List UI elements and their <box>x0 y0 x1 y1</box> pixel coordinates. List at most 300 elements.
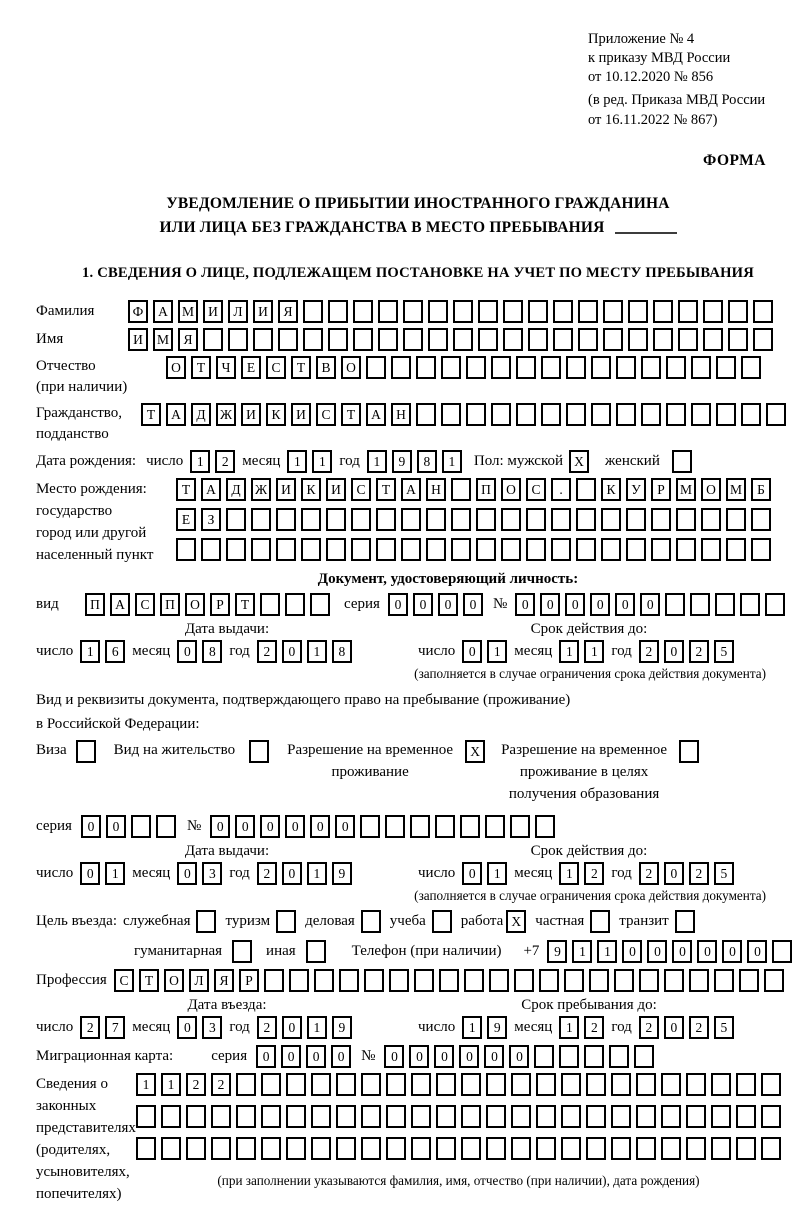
char-box[interactable] <box>461 1073 481 1096</box>
char-box[interactable]: 2 <box>639 1016 659 1039</box>
char-box[interactable] <box>416 403 436 426</box>
char-box[interactable]: 1 <box>161 1073 181 1096</box>
char-box[interactable] <box>741 356 761 379</box>
char-box[interactable] <box>715 593 735 616</box>
char-box[interactable]: 0 <box>590 593 610 616</box>
char-box[interactable] <box>601 508 621 531</box>
char-box[interactable] <box>403 328 423 351</box>
char-box[interactable] <box>441 356 461 379</box>
char-box[interactable] <box>226 508 246 531</box>
char-box[interactable]: 1 <box>462 1016 482 1039</box>
char-box[interactable]: . <box>551 478 571 501</box>
char-box[interactable] <box>751 538 771 561</box>
char-box[interactable]: 0 <box>282 1016 302 1039</box>
char-box[interactable] <box>478 300 498 323</box>
char-box[interactable]: У <box>626 478 646 501</box>
char-box[interactable] <box>535 815 555 838</box>
char-box[interactable] <box>351 538 371 561</box>
char-box[interactable] <box>753 300 773 323</box>
char-box[interactable]: 8 <box>332 640 352 663</box>
char-box[interactable] <box>451 538 471 561</box>
char-box[interactable]: 9 <box>332 862 352 885</box>
char-box[interactable] <box>303 328 323 351</box>
char-box[interactable]: Т <box>235 593 255 616</box>
char-box[interactable]: П <box>85 593 105 616</box>
char-box[interactable]: 1 <box>442 450 462 473</box>
char-box[interactable]: 0 <box>664 640 684 663</box>
char-box[interactable]: 1 <box>105 862 125 885</box>
char-box[interactable] <box>376 508 396 531</box>
char-box[interactable]: X <box>569 450 589 473</box>
char-box[interactable]: 1 <box>287 450 307 473</box>
char-box[interactable]: Т <box>141 403 161 426</box>
char-box[interactable]: 0 <box>640 593 660 616</box>
char-box[interactable] <box>553 300 573 323</box>
char-box[interactable] <box>236 1073 256 1096</box>
char-box[interactable]: 0 <box>331 1045 351 1068</box>
char-box[interactable]: 0 <box>256 1045 276 1068</box>
char-box[interactable] <box>510 815 530 838</box>
char-box[interactable] <box>511 1073 531 1096</box>
char-box[interactable] <box>566 403 586 426</box>
char-box[interactable] <box>261 1073 281 1096</box>
char-box[interactable] <box>385 815 405 838</box>
char-box[interactable] <box>516 356 536 379</box>
char-box[interactable]: 9 <box>332 1016 352 1039</box>
char-box[interactable]: 0 <box>285 815 305 838</box>
char-box[interactable]: К <box>301 478 321 501</box>
char-box[interactable]: 0 <box>672 940 692 963</box>
char-box[interactable]: Л <box>189 969 209 992</box>
char-box[interactable] <box>464 969 484 992</box>
char-box[interactable]: Ч <box>216 356 236 379</box>
char-box[interactable]: 9 <box>392 450 412 473</box>
char-box[interactable] <box>628 328 648 351</box>
char-box[interactable] <box>401 508 421 531</box>
char-box[interactable]: 0 <box>462 640 482 663</box>
char-box[interactable] <box>611 1137 631 1160</box>
char-box[interactable] <box>661 1073 681 1096</box>
char-box[interactable] <box>726 508 746 531</box>
char-box[interactable] <box>576 538 596 561</box>
char-box[interactable]: 0 <box>615 593 635 616</box>
char-box[interactable] <box>436 1137 456 1160</box>
char-box[interactable] <box>486 1137 506 1160</box>
char-box[interactable]: 0 <box>335 815 355 838</box>
char-box[interactable] <box>353 300 373 323</box>
char-box[interactable] <box>611 1073 631 1096</box>
char-box[interactable]: 3 <box>202 862 222 885</box>
char-box[interactable]: Р <box>210 593 230 616</box>
char-box[interactable] <box>764 969 784 992</box>
char-box[interactable] <box>426 508 446 531</box>
char-box[interactable]: Т <box>291 356 311 379</box>
char-box[interactable] <box>314 969 334 992</box>
char-box[interactable] <box>186 1105 206 1128</box>
char-box[interactable] <box>564 969 584 992</box>
char-box[interactable] <box>236 1137 256 1160</box>
char-box[interactable] <box>401 538 421 561</box>
char-box[interactable] <box>326 538 346 561</box>
char-box[interactable] <box>676 538 696 561</box>
char-box[interactable] <box>361 1073 381 1096</box>
char-box[interactable] <box>328 328 348 351</box>
char-box[interactable]: К <box>266 403 286 426</box>
char-box[interactable]: 2 <box>80 1016 100 1039</box>
char-box[interactable]: 1 <box>307 640 327 663</box>
char-box[interactable] <box>303 300 323 323</box>
char-box[interactable] <box>526 508 546 531</box>
char-box[interactable] <box>741 403 761 426</box>
char-box[interactable] <box>689 969 709 992</box>
char-box[interactable] <box>326 508 346 531</box>
char-box[interactable]: А <box>201 478 221 501</box>
char-box[interactable]: 1 <box>136 1073 156 1096</box>
char-box[interactable] <box>161 1137 181 1160</box>
char-box[interactable] <box>264 969 284 992</box>
char-box[interactable] <box>451 478 471 501</box>
char-box[interactable] <box>276 538 296 561</box>
char-box[interactable] <box>186 1137 206 1160</box>
char-box[interactable] <box>253 328 273 351</box>
char-box[interactable] <box>603 328 623 351</box>
char-box[interactable]: 0 <box>177 640 197 663</box>
char-box[interactable] <box>136 1105 156 1128</box>
char-box[interactable]: О <box>701 478 721 501</box>
char-box[interactable] <box>636 1137 656 1160</box>
char-box[interactable] <box>403 300 423 323</box>
char-box[interactable]: Ф <box>128 300 148 323</box>
char-box[interactable] <box>428 300 448 323</box>
char-box[interactable]: В <box>316 356 336 379</box>
char-box[interactable]: 0 <box>515 593 535 616</box>
char-box[interactable] <box>751 508 771 531</box>
char-box[interactable]: 2 <box>584 1016 604 1039</box>
char-box[interactable] <box>131 815 151 838</box>
char-box[interactable]: 1 <box>307 862 327 885</box>
char-box[interactable] <box>161 1105 181 1128</box>
char-box[interactable]: 2 <box>584 862 604 885</box>
char-box[interactable]: И <box>253 300 273 323</box>
char-box[interactable] <box>364 969 384 992</box>
char-box[interactable]: 2 <box>689 640 709 663</box>
char-box[interactable]: X <box>506 910 526 933</box>
char-box[interactable]: 2 <box>639 640 659 663</box>
char-box[interactable]: 0 <box>462 862 482 885</box>
char-box[interactable] <box>435 815 455 838</box>
char-box[interactable] <box>376 538 396 561</box>
char-box[interactable] <box>301 508 321 531</box>
char-box[interactable] <box>536 1105 556 1128</box>
char-box[interactable]: 1 <box>190 450 210 473</box>
char-box[interactable]: 5 <box>714 862 734 885</box>
char-box[interactable] <box>461 1137 481 1160</box>
char-box[interactable] <box>626 538 646 561</box>
char-box[interactable]: А <box>366 403 386 426</box>
char-box[interactable] <box>436 1073 456 1096</box>
char-box[interactable] <box>196 910 216 933</box>
char-box[interactable] <box>489 969 509 992</box>
char-box[interactable]: 8 <box>417 450 437 473</box>
char-box[interactable] <box>701 508 721 531</box>
char-box[interactable]: 0 <box>647 940 667 963</box>
char-box[interactable]: 1 <box>584 640 604 663</box>
char-box[interactable]: Я <box>214 969 234 992</box>
char-box[interactable] <box>311 1105 331 1128</box>
char-box[interactable] <box>651 538 671 561</box>
char-box[interactable] <box>503 300 523 323</box>
char-box[interactable] <box>561 1105 581 1128</box>
char-box[interactable] <box>578 328 598 351</box>
char-box[interactable] <box>466 356 486 379</box>
char-box[interactable]: 0 <box>282 862 302 885</box>
char-box[interactable]: 0 <box>210 815 230 838</box>
char-box[interactable]: И <box>128 328 148 351</box>
char-box[interactable] <box>426 538 446 561</box>
char-box[interactable] <box>616 403 636 426</box>
char-box[interactable] <box>451 508 471 531</box>
char-box[interactable]: 2 <box>215 450 235 473</box>
char-box[interactable]: 1 <box>572 940 592 963</box>
char-box[interactable] <box>536 1073 556 1096</box>
char-box[interactable] <box>236 1105 256 1128</box>
char-box[interactable] <box>711 1137 731 1160</box>
char-box[interactable] <box>286 1137 306 1160</box>
char-box[interactable]: 2 <box>257 640 277 663</box>
char-box[interactable]: А <box>166 403 186 426</box>
char-box[interactable] <box>410 815 430 838</box>
char-box[interactable] <box>739 969 759 992</box>
char-box[interactable] <box>561 1073 581 1096</box>
char-box[interactable] <box>672 450 692 473</box>
char-box[interactable] <box>584 1045 604 1068</box>
char-box[interactable]: Д <box>191 403 211 426</box>
char-box[interactable] <box>586 1105 606 1128</box>
char-box[interactable] <box>453 300 473 323</box>
char-box[interactable]: 0 <box>306 1045 326 1068</box>
char-box[interactable] <box>386 1073 406 1096</box>
char-box[interactable] <box>666 403 686 426</box>
char-box[interactable] <box>651 508 671 531</box>
char-box[interactable]: 1 <box>80 640 100 663</box>
char-box[interactable] <box>226 538 246 561</box>
char-box[interactable] <box>634 1045 654 1068</box>
char-box[interactable]: 0 <box>565 593 585 616</box>
char-box[interactable] <box>301 538 321 561</box>
char-box[interactable] <box>576 508 596 531</box>
char-box[interactable]: П <box>160 593 180 616</box>
char-box[interactable] <box>486 1105 506 1128</box>
char-box[interactable]: 0 <box>388 593 408 616</box>
char-box[interactable] <box>476 508 496 531</box>
char-box[interactable]: И <box>241 403 261 426</box>
char-box[interactable] <box>516 403 536 426</box>
char-box[interactable]: Р <box>239 969 259 992</box>
char-box[interactable] <box>361 910 381 933</box>
char-box[interactable] <box>203 328 223 351</box>
char-box[interactable]: 1 <box>559 640 579 663</box>
char-box[interactable] <box>664 969 684 992</box>
char-box[interactable] <box>386 1105 406 1128</box>
char-box[interactable]: Т <box>341 403 361 426</box>
char-box[interactable]: 1 <box>307 1016 327 1039</box>
char-box[interactable]: Ж <box>251 478 271 501</box>
char-box[interactable] <box>576 478 596 501</box>
char-box[interactable] <box>366 356 386 379</box>
char-box[interactable] <box>589 969 609 992</box>
char-box[interactable]: Д <box>226 478 246 501</box>
char-box[interactable] <box>176 538 196 561</box>
char-box[interactable] <box>485 815 505 838</box>
char-box[interactable] <box>534 1045 554 1068</box>
char-box[interactable]: С <box>266 356 286 379</box>
char-box[interactable] <box>641 356 661 379</box>
char-box[interactable]: 1 <box>559 862 579 885</box>
char-box[interactable] <box>636 1105 656 1128</box>
char-box[interactable] <box>716 403 736 426</box>
char-box[interactable]: М <box>153 328 173 351</box>
char-box[interactable]: 1 <box>312 450 332 473</box>
char-box[interactable] <box>753 328 773 351</box>
char-box[interactable] <box>232 940 252 963</box>
char-box[interactable] <box>686 1073 706 1096</box>
char-box[interactable]: З <box>201 508 221 531</box>
char-box[interactable]: 5 <box>714 1016 734 1039</box>
char-box[interactable]: И <box>276 478 296 501</box>
char-box[interactable] <box>336 1073 356 1096</box>
char-box[interactable]: 0 <box>434 1045 454 1068</box>
char-box[interactable]: С <box>135 593 155 616</box>
char-box[interactable]: 0 <box>459 1045 479 1068</box>
char-box[interactable]: 0 <box>484 1045 504 1068</box>
char-box[interactable] <box>661 1105 681 1128</box>
char-box[interactable]: И <box>326 478 346 501</box>
char-box[interactable] <box>641 403 661 426</box>
char-box[interactable]: 0 <box>260 815 280 838</box>
char-box[interactable]: 0 <box>747 940 767 963</box>
char-box[interactable]: 0 <box>622 940 642 963</box>
char-box[interactable]: 0 <box>722 940 742 963</box>
char-box[interactable]: О <box>341 356 361 379</box>
char-box[interactable] <box>411 1137 431 1160</box>
char-box[interactable] <box>276 910 296 933</box>
char-box[interactable] <box>703 300 723 323</box>
char-box[interactable]: 8 <box>202 640 222 663</box>
char-box[interactable] <box>486 1073 506 1096</box>
char-box[interactable]: X <box>465 740 485 763</box>
char-box[interactable]: 0 <box>177 862 197 885</box>
char-box[interactable] <box>251 508 271 531</box>
char-box[interactable] <box>578 300 598 323</box>
char-box[interactable] <box>553 328 573 351</box>
char-box[interactable] <box>261 1105 281 1128</box>
char-box[interactable] <box>328 300 348 323</box>
char-box[interactable]: 0 <box>540 593 560 616</box>
char-box[interactable] <box>432 910 452 933</box>
char-box[interactable] <box>286 1073 306 1096</box>
char-box[interactable] <box>391 356 411 379</box>
char-box[interactable]: 0 <box>281 1045 301 1068</box>
char-box[interactable] <box>339 969 359 992</box>
char-box[interactable]: О <box>501 478 521 501</box>
char-box[interactable]: 7 <box>105 1016 125 1039</box>
char-box[interactable]: Т <box>139 969 159 992</box>
char-box[interactable]: 2 <box>211 1073 231 1096</box>
char-box[interactable] <box>736 1105 756 1128</box>
char-box[interactable] <box>439 969 459 992</box>
char-box[interactable]: 1 <box>367 450 387 473</box>
char-box[interactable] <box>528 300 548 323</box>
char-box[interactable]: С <box>351 478 371 501</box>
char-box[interactable] <box>441 403 461 426</box>
char-box[interactable]: 9 <box>547 940 567 963</box>
char-box[interactable]: 0 <box>177 1016 197 1039</box>
char-box[interactable] <box>740 593 760 616</box>
char-box[interactable] <box>211 1105 231 1128</box>
char-box[interactable]: 2 <box>689 1016 709 1039</box>
char-box[interactable] <box>761 1137 781 1160</box>
char-box[interactable] <box>251 538 271 561</box>
char-box[interactable] <box>261 1137 281 1160</box>
char-box[interactable]: 9 <box>487 1016 507 1039</box>
char-box[interactable] <box>461 1105 481 1128</box>
char-box[interactable] <box>360 815 380 838</box>
char-box[interactable] <box>416 356 436 379</box>
char-box[interactable] <box>653 300 673 323</box>
char-box[interactable] <box>378 300 398 323</box>
char-box[interactable]: 0 <box>106 815 126 838</box>
char-box[interactable] <box>586 1073 606 1096</box>
char-box[interactable] <box>386 1137 406 1160</box>
char-box[interactable] <box>511 1105 531 1128</box>
char-box[interactable]: 0 <box>384 1045 404 1068</box>
char-box[interactable] <box>353 328 373 351</box>
char-box[interactable] <box>228 328 248 351</box>
char-box[interactable]: 2 <box>257 1016 277 1039</box>
char-box[interactable]: 0 <box>438 593 458 616</box>
char-box[interactable] <box>626 508 646 531</box>
char-box[interactable] <box>414 969 434 992</box>
char-box[interactable] <box>551 538 571 561</box>
char-box[interactable]: А <box>153 300 173 323</box>
char-box[interactable] <box>772 940 792 963</box>
char-box[interactable] <box>678 300 698 323</box>
char-box[interactable] <box>336 1137 356 1160</box>
char-box[interactable] <box>711 1105 731 1128</box>
char-box[interactable] <box>736 1137 756 1160</box>
char-box[interactable]: Я <box>278 300 298 323</box>
char-box[interactable] <box>766 403 786 426</box>
char-box[interactable] <box>675 910 695 933</box>
char-box[interactable] <box>336 1105 356 1128</box>
char-box[interactable] <box>686 1105 706 1128</box>
char-box[interactable] <box>616 356 636 379</box>
char-box[interactable]: 5 <box>714 640 734 663</box>
char-box[interactable]: Е <box>176 508 196 531</box>
char-box[interactable] <box>528 328 548 351</box>
char-box[interactable]: 0 <box>80 862 100 885</box>
char-box[interactable]: П <box>476 478 496 501</box>
char-box[interactable]: 2 <box>257 862 277 885</box>
char-box[interactable] <box>690 593 710 616</box>
char-box[interactable] <box>76 740 96 763</box>
char-box[interactable] <box>276 508 296 531</box>
char-box[interactable] <box>653 328 673 351</box>
char-box[interactable] <box>603 300 623 323</box>
char-box[interactable]: Б <box>751 478 771 501</box>
char-box[interactable] <box>260 593 280 616</box>
char-box[interactable] <box>211 1137 231 1160</box>
